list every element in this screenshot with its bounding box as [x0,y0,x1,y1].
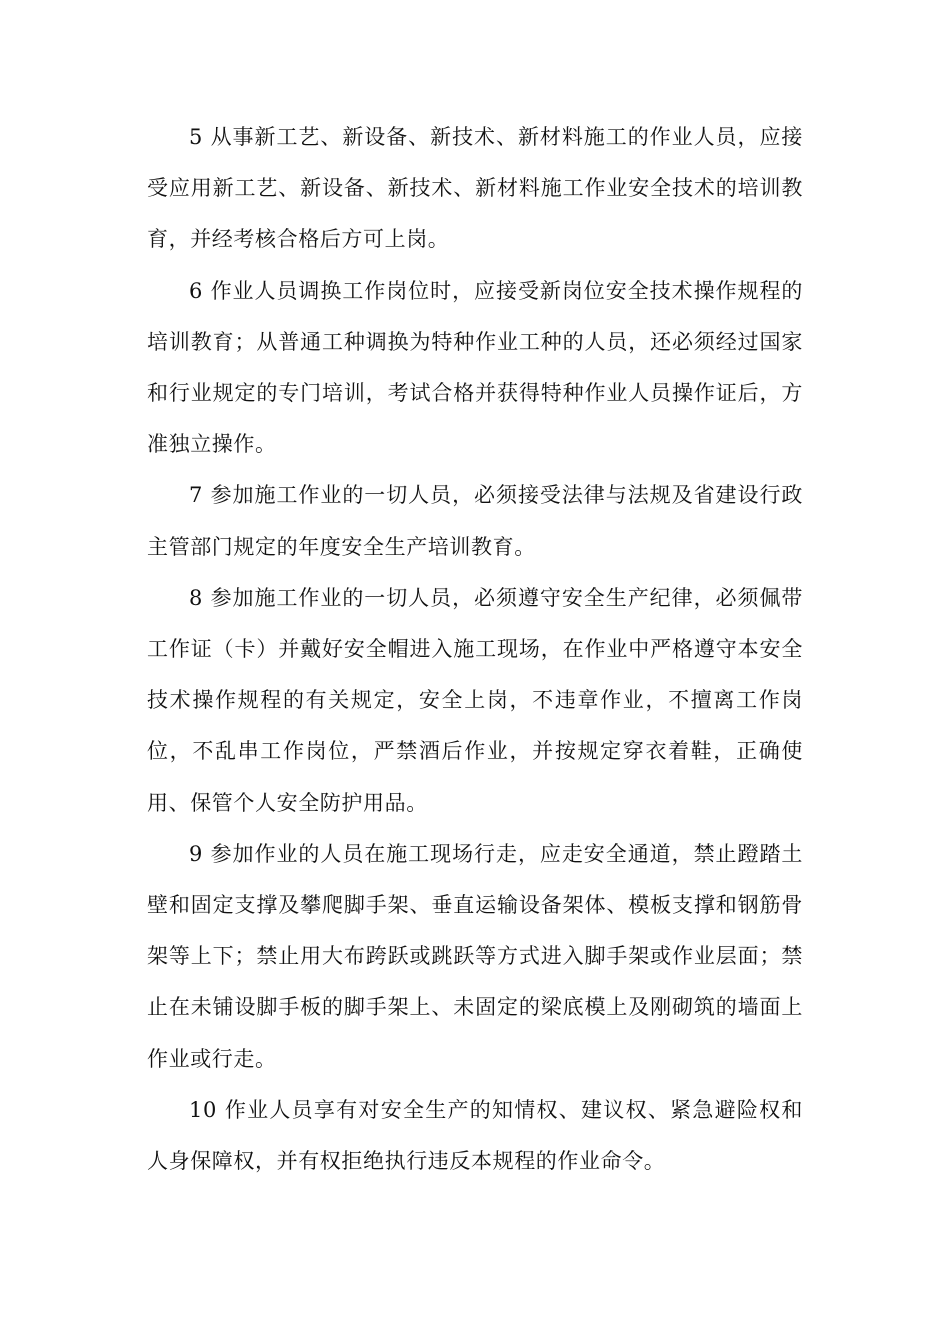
paragraph-item-8: 8 参加施工作业的一切人员，必须遵守安全生产纪律，必须佩带工作证（卡）并戴好安全帽进入施工现场，在作业中严格遵守本安全技术操作规程的有关规定，安全上岗，不违章作业，不擅离工作岗位，不乱串工作岗位，严禁酒后作业，并按规定穿衣着鞋，正确使用、保管个人安全防护用品。 [147,585,803,815]
document-body [147,112,803,1187]
paragraph-item-9: 9 参加作业的人员在施工现场行走，应走安全通道，禁止蹬踏土壁和固定支撑及攀爬脚手架、垂直运输设备架体、模板支撑和钢筋骨架等上下；禁止用大布跨跃或跳跃等方式进入脚手架或作业层面；禁止在未铺设脚手板的脚手架上、未固定的梁底模上及刚砌筑的墙面上作业或行走。 [147,841,803,1071]
paragraph-item-10: 10 作业人员享有对安全生产的知情权、建议权、紧急避险权和人身保障权，并有权拒绝执行违反本规程的作业命令。 [147,1097,803,1174]
paragraph-item-7: 7 参加施工作业的一切人员，必须接受法律与法规及省建设行政主管部门规定的年度安全生产培训教育。 [147,483,803,559]
paragraph-item-6: 6 作业人员调换工作岗位时，应接受新岗位安全技术操作规程的培训教育；从普通工种调换为特种作业工种的人员，还必须经过国家和行业规定的专门培训，考试合格并获得特种作业人员操作证后，方准独立操作。 [147,278,803,457]
paragraph-item-5: 5 从事新工艺、新设备、新技术、新材料施工的作业人员，应接受应用新工艺、新设备、新技术、新材料施工作业安全技术的培训教育，并经考核合格后方可上岗。 [147,125,803,252]
